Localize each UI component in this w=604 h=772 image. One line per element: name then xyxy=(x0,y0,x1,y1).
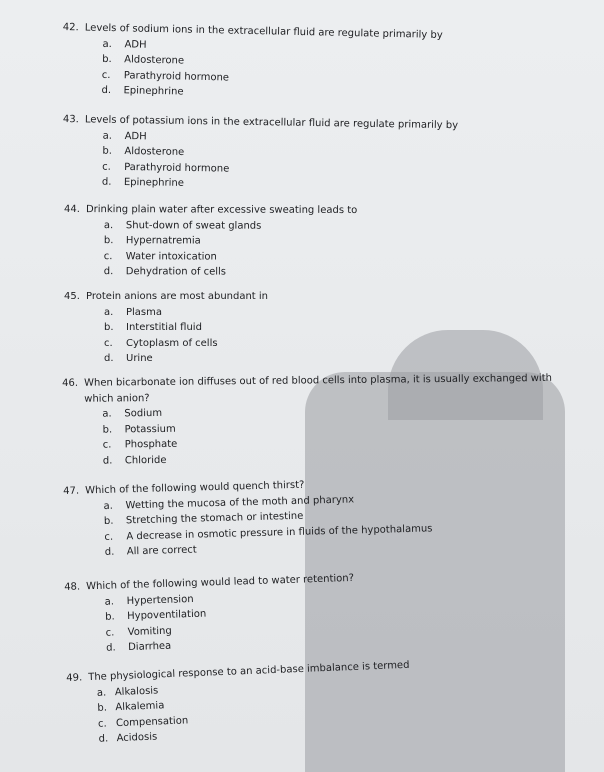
option-d: d. Epinephrine xyxy=(101,176,184,189)
question-44: 44. Drinking plain water after excessive sweating leads to a. Shut-down of sweat glands b. Hypernatremia c. Water intoxication d. Dehydration of cells xyxy=(64,202,358,281)
question-42: 42. Levels of sodium ions in the extracellular fluid are regulate primarily by a. ADH b. Aldosterone c. Parathyroid hormone d. Epinephrine xyxy=(61,20,442,105)
option-c: c. Compensation xyxy=(97,714,189,730)
option-a: a. Plasma xyxy=(104,306,163,318)
option-b: b. Aldosterone xyxy=(102,145,185,158)
option-c: c. A decrease in osmotic pressure in fluids of the hypothalamus xyxy=(104,522,433,543)
option-c: c. Vomiting xyxy=(105,625,172,639)
question-text: Which of the following would lead to water retention? xyxy=(86,572,355,593)
question-text: Levels of potassium ions in the extracellular fluid are regulate primarily by xyxy=(84,114,459,132)
option-c: c. Phosphate xyxy=(102,438,178,451)
question-47: 47. Which of the following would quench thirst? a. Wetting the mucosa of the moth and pharynx b. Stretching the stomach or intestine c. A decrease in osmotic pressure in fluids of the hypothalamus d. All are correct xyxy=(63,474,433,561)
option-d: d. Chloride xyxy=(102,454,167,467)
option-c: c. Parathyroid hormone xyxy=(102,161,230,175)
option-a: a. ADH xyxy=(102,130,147,142)
option-b: b. Aldosterone xyxy=(102,53,185,67)
option-b: b. Potassium xyxy=(102,423,176,436)
question-46: 46. When bicarbonate ion diffuses out of red blood cells into plasma, it is usually exchanged with which anion? a. Sodium b. Potassium c. Phosphate d. Chloride xyxy=(62,371,553,469)
question-text: Levels of sodium ions in the extracellular fluid are regulate primarily by xyxy=(84,22,443,41)
question-text: Which of the following would quench thirst? xyxy=(85,479,305,497)
question-text: The physiological response to an acid-base imbalance is termed xyxy=(88,659,410,684)
option-a: a. Alkalosis xyxy=(96,684,159,699)
option-d: d. Diarrhea xyxy=(105,640,172,654)
option-d: d. Acidosis xyxy=(98,731,158,745)
option-c: c. Cytoplasm of cells xyxy=(104,337,218,349)
option-a: a. Sodium xyxy=(102,407,163,420)
option-c: c. Water intoxication xyxy=(103,250,217,263)
option-b: b. Hypoventilation xyxy=(105,608,207,623)
option-c: c. Parathyroid hormone xyxy=(101,69,230,83)
option-d: d. Dehydration of cells xyxy=(103,266,227,278)
question-text: Drinking plain water after excessive sweating leads to xyxy=(85,204,358,217)
question-49: 49. The physiological response to an acid-base imbalance is termed a. Alkalosis b. Alkalemia c. Compensation d. Acidosis xyxy=(66,658,412,749)
question-text: When bicarbonate ion diffuses out of red blood cells into plasma, it is usually exchanged with xyxy=(84,372,552,389)
question-43: 43. Levels of potassium ions in the extracellular fluid are regulate primarily by a. ADH b. Aldosterone c. Parathyroid hormone d. Epinephrine xyxy=(62,112,458,196)
option-b: b. Alkalemia xyxy=(97,700,165,714)
option-a: a. Wetting the mucosa of the moth and pharynx xyxy=(103,493,355,512)
option-a: a. ADH xyxy=(102,38,147,51)
option-b: b. Hypernatremia xyxy=(103,235,201,247)
question-text: Protein anions are most abundant in xyxy=(86,291,269,302)
option-d: d. Urine xyxy=(104,353,153,364)
option-d: d. All are correct xyxy=(104,544,197,558)
option-b: b. Stretching the stomach or intestine xyxy=(103,510,304,527)
option-a: a. Hypertension xyxy=(104,593,194,608)
option-b: b. Interstitial fluid xyxy=(104,322,202,333)
question-text-continued: which anion? xyxy=(84,392,150,405)
option-a: a. Shut-down of sweat glands xyxy=(103,219,262,232)
question-45: 45. Protein anions are most abundant in a. Plasma b. Interstitial fluid c. Cytoplasm of cells d. Urine xyxy=(64,289,268,367)
option-d: d. Epinephrine xyxy=(101,84,184,98)
question-48: 48. Which of the following would lead to water retention? a. Hypertension b. Hypoventilation c. Vomiting d. Diarrhea xyxy=(64,571,356,658)
